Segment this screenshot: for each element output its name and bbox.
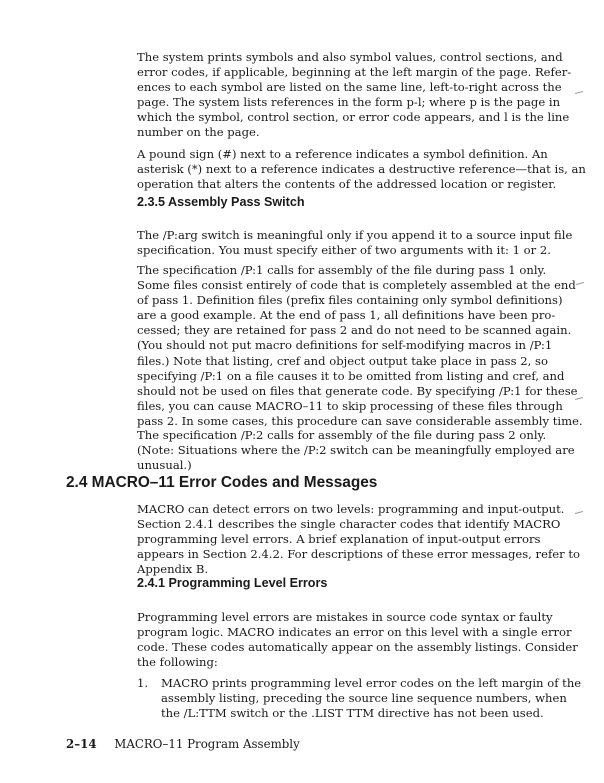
text-line: files, you can cause MACRO–11 to skip processing of these files through	[137, 398, 563, 413]
text-line: specification. You must specify either of two arguments with it: 1 or 2.	[137, 243, 551, 258]
paragraph-error-levels	[137, 502, 580, 577]
text-line: Some files consist entirely of code that is completely assembled at the end	[137, 278, 576, 293]
text-line: code. These codes automatically appear on the assembly listings. Consider	[137, 640, 578, 655]
page-footer	[66, 737, 300, 751]
scan-mark	[575, 511, 583, 514]
text-line: the /L:TTM switch or the .LIST TTM directive has not been used.	[161, 706, 544, 721]
text-line: should not be used on files that generate code. By specifying /P:1 for these	[137, 383, 578, 398]
text-line: number on the page.	[137, 125, 260, 140]
paragraph-symbol-listing	[137, 50, 572, 141]
text-line: Section 2.4.1 describes the single character codes that identify MACRO	[137, 517, 561, 532]
text-line: are a good example. At the end of pass 1, all definitions have been pro-	[137, 308, 556, 323]
scan-mark	[576, 282, 584, 285]
text-line: assembly listing, preceding the source line sequence numbers, when	[161, 691, 567, 706]
section-heading-2-3-5: 2.3.5 Assembly Pass Switch	[137, 195, 305, 209]
text-line: Programming level errors are mistakes in source code syntax or faulty	[137, 610, 553, 624]
page-number: 2–14	[66, 737, 97, 751]
text-line: appears in Section 2.4.2. For descriptions of these error messages, refer to	[137, 547, 580, 562]
text-line: programming level errors. A brief explanation of input-output errors	[137, 532, 541, 547]
paragraph-pass-1	[137, 263, 583, 429]
paragraph-reference-markers	[137, 147, 586, 192]
text-line: specifying /P:1 on a file causes it to be omitted from listing and cref, and	[137, 368, 565, 383]
text-line: of pass 1. Definition files (prefix files containing only symbol definitions)	[137, 293, 563, 308]
running-title: MACRO–11 Program Assembly	[114, 737, 300, 751]
text-line: A pound sign (#) next to a reference indicates a symbol definition. An	[137, 147, 548, 161]
text-line: cessed; they are retained for pass 2 and do not need to be scanned again.	[137, 323, 572, 338]
list-item-body	[161, 676, 582, 721]
text-line: The specification /P:2 calls for assembly of the file during pass 2 only.	[137, 428, 547, 442]
text-line: The system prints symbols and also symbol values, control sections, and	[137, 50, 563, 64]
section-heading-2-4: 2.4 MACRO–11 Error Codes and Messages	[66, 474, 378, 491]
text-line: Appendix B.	[137, 562, 209, 577]
text-line: ences to each symbol are listed on the same line, left-to-right across the	[137, 80, 562, 95]
text-line: pass 2. In some cases, this procedure can save considerable assembly time.	[137, 413, 583, 428]
text-line: MACRO prints programming level error codes on the left margin of the	[161, 676, 582, 690]
scan-mark	[575, 91, 583, 94]
text-line: asterisk (*) next to a reference indicates a destructive reference—that is, an	[137, 162, 586, 177]
text-line: the following:	[137, 655, 218, 670]
text-line: (You should not put macro definitions for self-modifying macros in /P:1	[137, 338, 553, 353]
text-line: unusual.)	[137, 458, 192, 473]
section-heading-2-4-1: 2.4.1 Programming Level Errors	[137, 576, 328, 590]
text-line: program logic. MACRO indicates an error on this level with a single error	[137, 625, 572, 640]
text-line: page. The system lists references in the form p-l; where p is the page in	[137, 95, 561, 110]
list-item-number: 1.	[137, 676, 149, 690]
paragraph-pass-switch-intro	[137, 228, 573, 258]
text-line: error codes, if applicable, beginning at the left margin of the page. Refer-	[137, 65, 572, 80]
text-line: MACRO can detect errors on two levels: programming and input-output.	[137, 502, 565, 516]
text-line: files.) Note that listing, cref and object output take place in pass 2, so	[137, 353, 548, 368]
paragraph-pass-2	[137, 428, 575, 473]
text-line: which the symbol, control section, or error code appears, and l is the line	[137, 110, 570, 125]
paragraph-programming-errors	[137, 610, 578, 670]
text-line: operation that alters the contents of the addressed location or register.	[137, 177, 557, 192]
text-line: The specification /P:1 calls for assembly of the file during pass 1 only.	[137, 263, 547, 277]
text-line: (Note: Situations where the /P:2 switch can be meaningfully employed are	[137, 443, 575, 458]
text-line: The /P:arg switch is meaningful only if you append it to a source input file	[137, 228, 573, 242]
